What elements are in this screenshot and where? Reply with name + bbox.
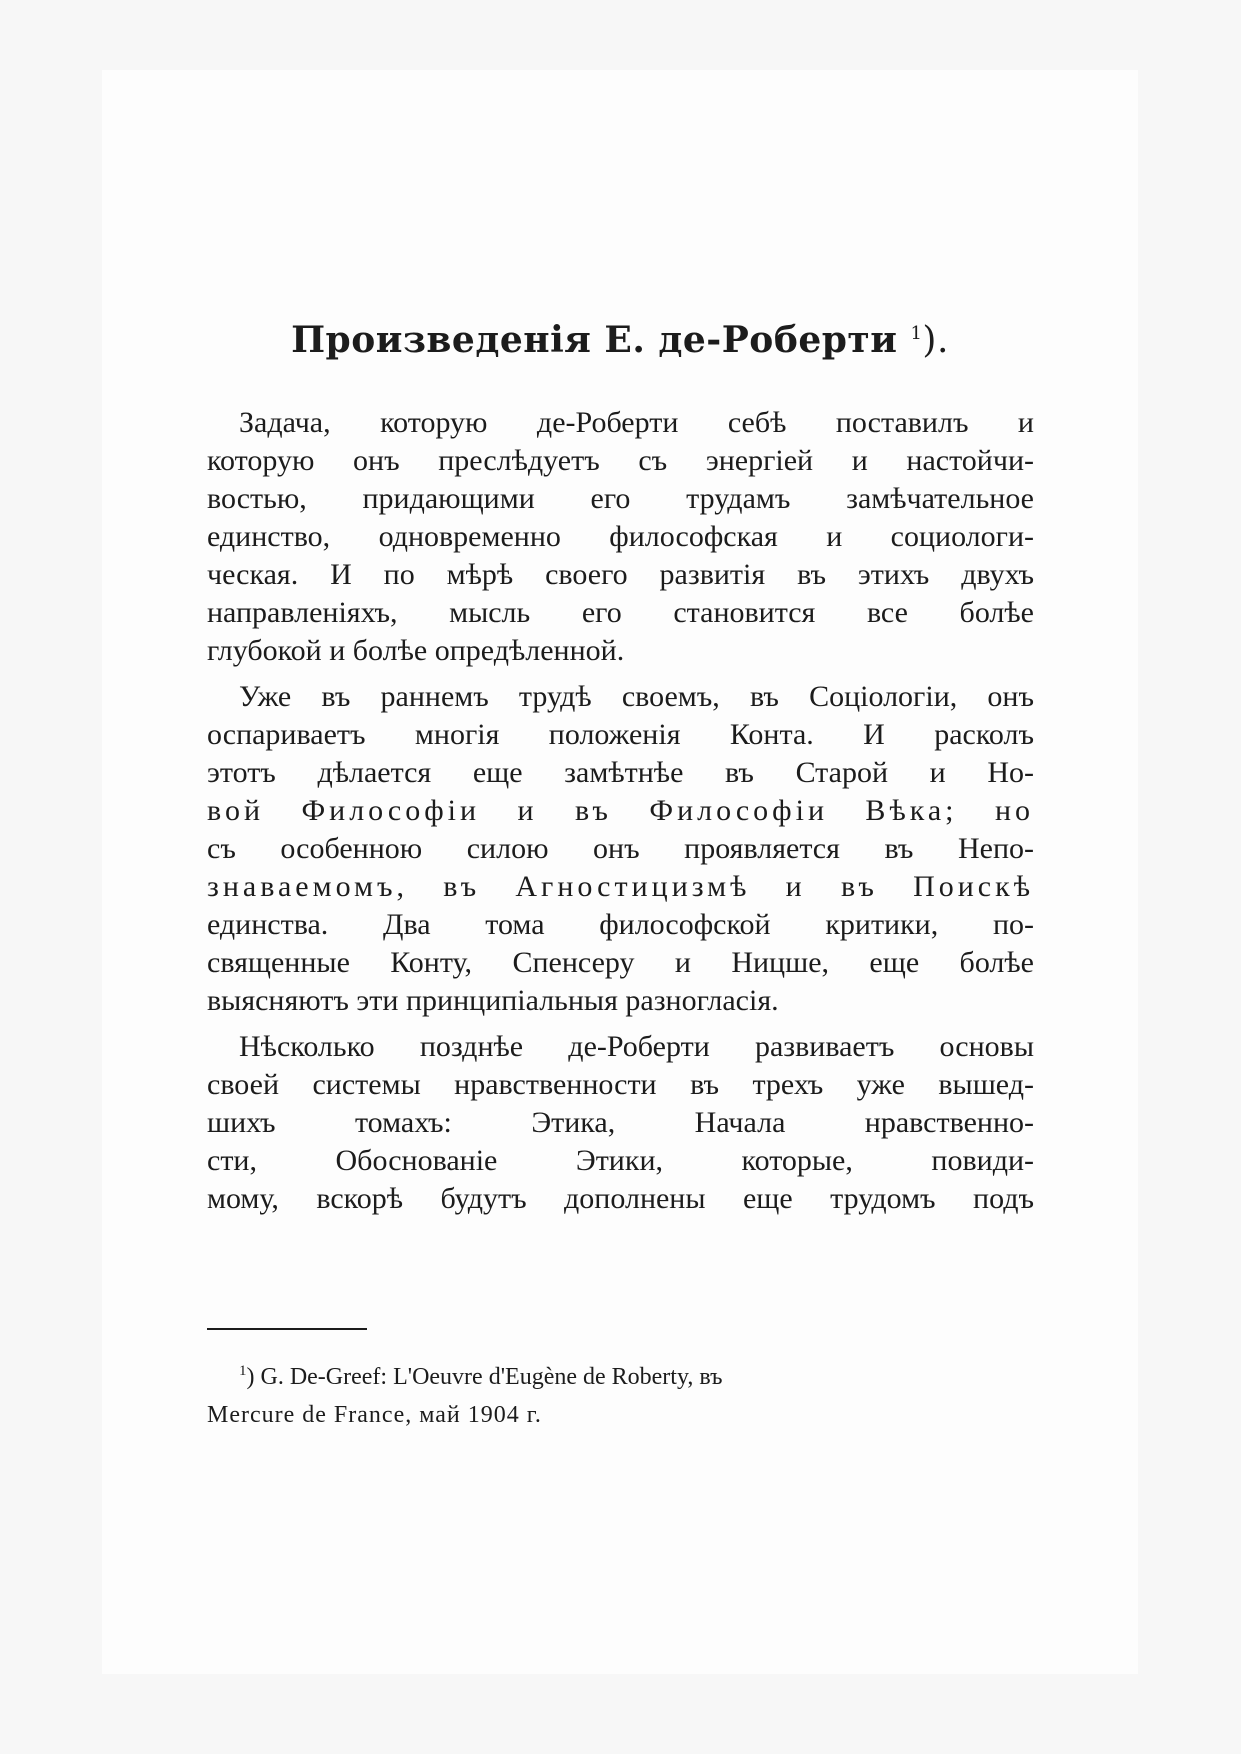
text-line: своей системы нравственности въ трехъ уже вышед- — [207, 1068, 1034, 1101]
footnote-rule — [207, 1328, 367, 1330]
text-line: мому, вскорѣ будутъ дополнены еще трудомъ подъ — [207, 1182, 1034, 1215]
footnote-line: Mercure de France, май 1904 г. — [207, 1402, 542, 1428]
paragraph-3 — [207, 1028, 1034, 1218]
text-line: шихъ томахъ: Этика, Начала нравственно- — [207, 1106, 1034, 1139]
text-line: единства. Два тома философской критики, по- — [207, 908, 1034, 941]
title-text: Произведенiя Е. де-Роберти — [291, 319, 898, 361]
text-line: востью, придающими его трудамъ замѣчательное — [207, 482, 1034, 515]
footnote-text: ) G. De-Greef: L'Oeuvre d'Eugène de Roberty, въ — [246, 1364, 723, 1390]
text-line: Уже въ раннемъ трудѣ своемъ, въ Соцiологiи, онъ — [239, 680, 1034, 713]
paragraph-1 — [207, 404, 1034, 670]
footnote-mark: 1 — [239, 1363, 247, 1379]
text-line: сти, Обоснованiе Этики, которые, повиди- — [207, 1144, 1034, 1177]
page-title — [200, 308, 1040, 367]
text-line: священные Конту, Спенсеру и Ницше, еще болѣе — [207, 946, 1034, 979]
text-line: Задача, которую де-Роберти себѣ поставилъ и — [239, 406, 1034, 439]
text-line: ческая. И по мѣрѣ своего развитiя въ этихъ двухъ — [207, 558, 1034, 591]
text-line: съ особенною силою онъ проявляется въ Непо- — [207, 832, 1034, 865]
text-line: которую онъ преслѣдуетъ съ энергiей и настойчи- — [207, 444, 1034, 477]
paragraph-gap — [207, 670, 1034, 678]
body-text — [207, 404, 1034, 1218]
paragraph-gap — [207, 1020, 1034, 1028]
text-line: единство, одновременно философская и социологи- — [207, 520, 1034, 553]
paragraph-2 — [207, 678, 1034, 1020]
text-line: этотъ дѣлается еще замѣтнѣе въ Старой и Но- — [207, 756, 1034, 789]
title-footnote-mark: 1 — [910, 323, 923, 344]
text-line: глубокой и болѣе опредѣленной. — [207, 634, 625, 667]
text-line: знаваемомъ, въ Агностицизмѣ и въ Поискѣ — [207, 870, 1034, 903]
text-line: оспариваетъ многiя положенiя Конта. И расколъ — [207, 718, 1034, 751]
title-end: ). — [922, 320, 949, 361]
footnote — [207, 1352, 1034, 1434]
footnote-line — [207, 1352, 1034, 1396]
text-line: направленiяхъ, мысль его становится все болѣе — [207, 596, 1034, 629]
text-line: Нѣсколько позднѣе де-Роберти развиваетъ основы — [239, 1030, 1034, 1063]
text-line: выясняютъ эти принципiальныя разногласiя. — [207, 984, 779, 1017]
text-line: вой Философiи и въ Философiи Вѣка; но — [207, 794, 1034, 827]
